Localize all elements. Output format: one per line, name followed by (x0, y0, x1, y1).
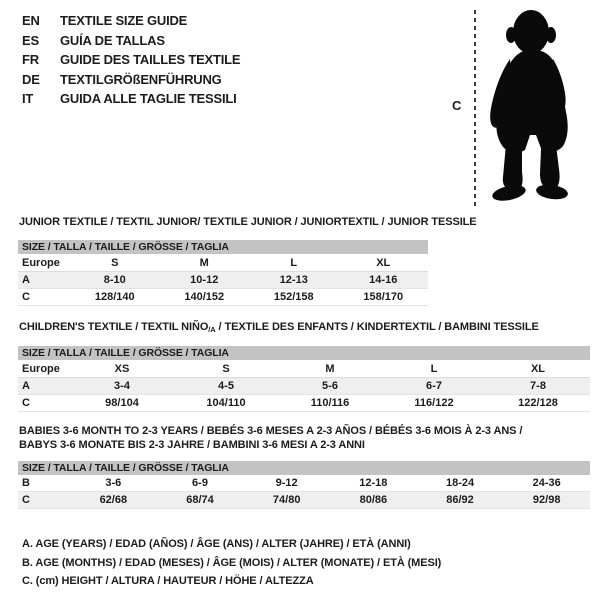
table-cell: 6-7 (426, 380, 442, 392)
language-code: IT (22, 91, 34, 106)
footnote-b: B. AGE (MONTHS) / EDAD (MESES) / ÂGE (MOIS) / ALTER (MONATE) / ETÀ (MESI) (22, 556, 442, 569)
table-title-children (19, 321, 539, 334)
table-cell: 74/80 (272, 494, 301, 506)
row-label: C (22, 494, 30, 506)
table-row (18, 289, 428, 306)
title-text: CHILDREN'S TEXTILE / TEXTIL NIÑO (19, 321, 209, 333)
table-title-junior: JUNIOR TEXTILE / TEXTIL JUNIOR/ TEXTILE JUNIOR / JUNIORTEXTIL / JUNIOR TESSILE (19, 216, 477, 228)
table-row (18, 395, 590, 412)
language-code: ES (22, 32, 39, 48)
table-cell: XL (530, 362, 546, 375)
table-cell: 122/128 (518, 397, 558, 409)
language-label: GUÍA DE TALLAS (60, 32, 165, 48)
language-label: GUIDA ALLE TAGLIE TESSILI (60, 91, 237, 106)
table-cell: 152/158 (273, 291, 314, 303)
table-cell: 4-5 (218, 380, 234, 392)
table-cell: 62/68 (99, 494, 128, 506)
title-text: / TEXTILE DES ENFANTS / KINDERTEXTIL / BAMBINI TESSILE (215, 321, 539, 333)
table-cell: 80/86 (359, 494, 388, 506)
table-cell: 68/74 (186, 494, 214, 506)
language-label: GUIDE DES TAILLES TEXTILE (60, 52, 241, 67)
table-cell: 3-6 (105, 477, 122, 489)
row-label: C (22, 397, 30, 409)
size-header-bar: SIZE / TALLA / TAILLE / GRÖSSE / TAGLIA (18, 461, 590, 475)
height-label-c: C (452, 98, 462, 113)
title-line: BABYS 3-6 MONATE BIS 2-3 JAHRE / BAMBINI 3-6 MESI A 2-3 ANNI (19, 439, 365, 451)
table-cell: 12-13 (279, 274, 308, 286)
table-cell: 92/98 (532, 494, 561, 506)
table-cell: 98/104 (105, 397, 139, 409)
language-code: FR (22, 52, 39, 67)
table-cell: M (325, 362, 335, 375)
language-row (22, 11, 240, 31)
title-line: BABIES 3-6 MONTH TO 2-3 YEARS / BEBÉS 3-6 MESES A 2-3 AÑOS / BÉBÉS 3-6 MOIS À 2-3 ANS / (19, 425, 523, 437)
table-row (18, 272, 428, 289)
table-cell: 12-18 (359, 477, 388, 489)
size-header-bar: SIZE / TALLA / TAILLE / GRÖSSE / TAGLIA (18, 346, 590, 360)
table-row (18, 492, 590, 509)
row-label: B (22, 477, 30, 489)
footnote-c: C. (cm) HEIGHT / ALTURA / HAUTEUR / HÖHE / ALTEZZA (22, 575, 314, 587)
footnote-legend (22, 535, 441, 591)
language-code: DE (22, 71, 40, 87)
table-cell: 7-8 (530, 380, 546, 392)
table-cell: S (222, 362, 230, 375)
language-row (22, 70, 240, 90)
language-row (22, 89, 240, 109)
table-cell: XL (376, 256, 391, 269)
table-cell: 110/116 (310, 397, 350, 409)
language-label: TEXTILE SIZE GUIDE (60, 13, 188, 28)
table-cell: 140/152 (184, 291, 225, 303)
table-row (18, 475, 590, 492)
table-cell: XS (114, 362, 130, 375)
size-header-bar: SIZE / TALLA / TAILLE / GRÖSSE / TAGLIA (18, 240, 428, 254)
table-cell: L (430, 362, 438, 375)
language-code: EN (22, 13, 40, 28)
table-cell: 8-10 (103, 274, 126, 286)
table-cell: 6-9 (192, 477, 208, 489)
baby-silhouette-icon (482, 7, 584, 207)
table-row (18, 254, 428, 272)
row-label: A (22, 380, 30, 392)
children-size-table (18, 346, 590, 412)
table-cell: 24-36 (532, 477, 561, 489)
height-measure-dashed-line (474, 10, 476, 206)
table-cell: 116/122 (414, 397, 454, 409)
table-cell: S (111, 256, 119, 269)
table-cell: 86/92 (446, 494, 474, 506)
footnote-a: A. AGE (YEARS) / EDAD (AÑOS) / ÂGE (ANS) / ALTER (JAHRE) / ETÀ (ANNI) (22, 538, 411, 550)
language-row (22, 31, 240, 51)
table-row (18, 378, 590, 395)
table-cell: 128/140 (94, 291, 135, 303)
table-cell: 3-4 (114, 380, 130, 392)
language-list (22, 11, 240, 109)
table-cell: 18-24 (445, 477, 475, 489)
row-label: A (22, 274, 30, 286)
babies-size-table (18, 461, 590, 509)
row-label: Europe (22, 362, 60, 375)
row-label: C (22, 291, 30, 303)
language-label: TEXTILGRÖßENFÜHRUNG (60, 71, 222, 87)
table-cell: L (290, 256, 298, 269)
junior-size-table (18, 240, 428, 306)
table-cell: 9-12 (275, 477, 298, 489)
table-cell: M (199, 256, 209, 269)
table-cell: 5-6 (322, 380, 338, 392)
table-row (18, 360, 590, 378)
table-title-babies (19, 424, 522, 452)
table-cell: 158/170 (363, 291, 404, 303)
table-cell: 10-12 (190, 274, 219, 286)
table-cell: 14-16 (369, 274, 398, 286)
title-subscript: /A (208, 325, 216, 334)
row-label: Europe (22, 256, 60, 269)
table-cell: 104/110 (206, 397, 246, 409)
language-row (22, 50, 240, 70)
